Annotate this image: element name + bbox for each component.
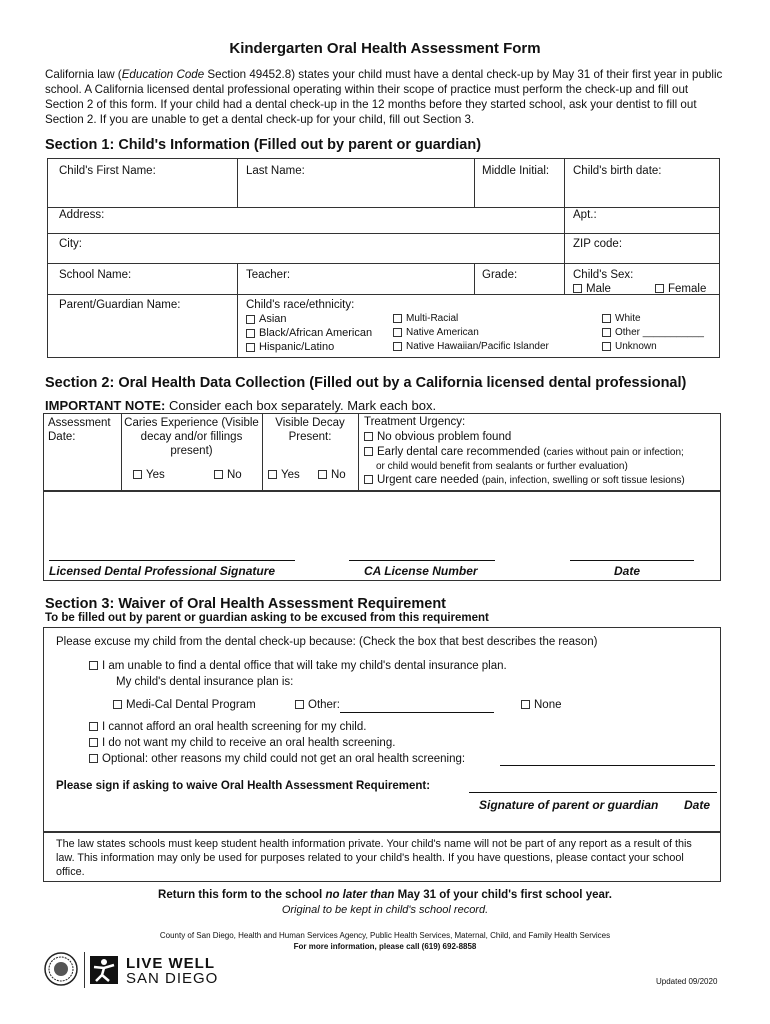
race-option-pacific-islander[interactable] <box>393 341 549 352</box>
insurance-plan-label: My child's dental insurance plan is: <box>116 676 294 688</box>
urgency-note: (pain, infection, swelling or soft tissue lesions) <box>481 475 685 486</box>
return-instruction <box>0 889 770 901</box>
section3-subheading: To be filled out by parent or guardian asking to be excused from this requirement <box>45 612 489 624</box>
county-seal-icon <box>44 952 78 986</box>
visible-decay-label: Visible Decay Present: <box>275 417 345 443</box>
race-option-label: Unknown <box>615 341 657 352</box>
signature-line[interactable] <box>49 560 295 561</box>
urgency-option-label: Urgent care needed <box>377 474 479 486</box>
race-option-multiracial[interactable] <box>393 313 458 324</box>
col-divider <box>237 158 238 207</box>
col-divider <box>474 158 475 207</box>
plan-option-medical[interactable] <box>113 699 256 711</box>
checkbox-icon[interactable] <box>393 314 402 323</box>
checkbox-icon[interactable] <box>393 342 402 351</box>
row-divider <box>47 233 720 234</box>
col-divider <box>237 263 238 358</box>
checkbox-icon[interactable] <box>393 328 402 337</box>
checkbox-icon[interactable] <box>364 447 373 456</box>
race-option-unknown[interactable] <box>602 341 657 352</box>
waiver-option-insurance[interactable] <box>89 660 507 672</box>
waiver-option-label: I am unable to find a dental office that will take my child's dental insurance plan. <box>102 660 507 672</box>
grade-label: Grade: <box>482 269 518 281</box>
plan-option-label: None <box>534 699 562 711</box>
waiver-option-other[interactable] <box>89 753 465 765</box>
birth-date-label: Child's birth date: <box>573 165 662 177</box>
race-option-label: Hispanic/Latino <box>259 341 335 353</box>
waiver-option-label: I do not want my child to receive an oral health screening. <box>102 737 396 749</box>
no-label: No <box>331 469 346 481</box>
race-option-native-american[interactable] <box>393 327 479 338</box>
parent-signature-line[interactable] <box>469 792 717 793</box>
section2-heading: Section 2: Oral Health Data Collection (Filled out by a California licensed dental professional) <box>45 375 687 391</box>
license-line[interactable] <box>349 560 495 561</box>
license-number-label: CA License Number <box>364 564 478 578</box>
race-option-label: White <box>615 313 641 324</box>
intro-post: Section 49452.8) states your child must have a dental check-up by May 31 of their first year in public school. A California licensed dental professional operating within their scope of practice must perform the check-up and fill out Section 2 of this form. If your child had a dental check-up in the 12 months before they started school, ask your dentist to fill out Section 2. If you are unable to get a dental check-up for your child, fill out Section 3. <box>45 68 723 126</box>
race-option-label: Native American <box>406 327 479 338</box>
checkbox-icon[interactable] <box>602 342 611 351</box>
middle-initial-label: Middle Initial: <box>482 165 550 177</box>
col-divider <box>564 158 565 207</box>
teacher-label: Teacher: <box>246 269 291 281</box>
checkbox-icon[interactable] <box>602 328 611 337</box>
first-name-label: Child's First Name: <box>59 165 156 177</box>
race-label: Child's race/ethnicity: <box>246 299 355 311</box>
col-divider <box>474 263 475 294</box>
col-divider <box>358 413 359 491</box>
plan-option-label: Medi-Cal Dental Program <box>126 699 256 711</box>
race-option-white[interactable] <box>602 313 641 324</box>
checkbox-icon[interactable] <box>133 470 142 479</box>
urgency-note: (caries without pain or infection; <box>543 447 684 458</box>
privacy-text: The law states schools must keep student health information private. Your child's name will not be part of any report as a result of this law. This information may only be used for purposes related to your child's health. If you have questions, please contact your school office. <box>56 838 692 878</box>
live-well-logo-text: LIVE WELL <box>126 955 215 972</box>
urgency-option-label: Early dental care recommended <box>377 446 540 458</box>
plan-option-other[interactable] <box>295 699 340 711</box>
urgency-note-continued: or child would benefit from sealants or further evaluation) <box>376 461 628 472</box>
assessment-date-label: Assessment Date: <box>48 417 111 443</box>
waiver-option-afford[interactable] <box>89 721 366 733</box>
checkbox-icon[interactable] <box>246 343 255 352</box>
checkbox-icon[interactable] <box>364 475 373 484</box>
no-label: No <box>227 469 242 481</box>
city-label: City: <box>59 238 82 250</box>
row-divider <box>47 263 720 264</box>
race-option-asian[interactable] <box>246 313 287 325</box>
race-option-hispanic[interactable] <box>246 341 334 353</box>
return-emphasis: no later than <box>325 889 395 901</box>
urgency-label: Treatment Urgency: <box>364 416 466 428</box>
yes-label: Yes <box>281 469 300 481</box>
checkbox-icon[interactable] <box>246 315 255 324</box>
waiver-sign-label: Please sign if asking to waive Oral Health Assessment Requirement: <box>56 780 431 792</box>
female-label: Female <box>668 283 707 295</box>
other-plan-line[interactable] <box>340 712 494 713</box>
school-name-label: School Name: <box>59 269 132 281</box>
checkbox-icon[interactable] <box>268 470 277 479</box>
other-reason-line[interactable] <box>500 765 715 766</box>
race-option-label: Black/African American <box>259 327 373 339</box>
zip-label: ZIP code: <box>573 238 623 250</box>
checkbox-icon[interactable] <box>573 284 582 293</box>
parent-date-label: Date <box>684 798 711 812</box>
checkbox-icon[interactable] <box>89 661 98 670</box>
checkbox-icon[interactable] <box>364 432 373 441</box>
male-label: Male <box>586 283 611 295</box>
return-post: May 31 of your child's first school year. <box>394 889 612 901</box>
race-option-label: Multi-Racial <box>406 313 459 324</box>
yes-label: Yes <box>146 469 165 481</box>
checkbox-icon[interactable] <box>89 754 98 763</box>
urgency-option-urgent[interactable] <box>364 474 685 486</box>
updated-date: Updated 09/2020 <box>656 977 718 986</box>
form-title: Kindergarten Oral Health Assessment Form <box>229 40 541 57</box>
checkbox-icon[interactable] <box>521 700 530 709</box>
race-option-label: Asian <box>259 313 287 325</box>
waiver-option-label: I cannot afford an oral health screening for my child. <box>102 721 367 733</box>
dental-signature-label: Licensed Dental Professional Signature <box>49 564 276 578</box>
san-diego-logo-text: SAN DIEGO <box>126 970 219 987</box>
section3-heading: Section 3: Waiver of Oral Health Assessment Requirement <box>45 596 447 612</box>
race-option-black[interactable] <box>246 327 372 339</box>
county-line: County of San Diego, Health and Human Services Agency, Public Health Services, Maternal, Child, and Family Health Services <box>159 931 611 940</box>
parent-name-label: Parent/Guardian Name: <box>59 299 181 311</box>
row-divider <box>47 294 720 295</box>
decay-no[interactable] <box>318 469 346 481</box>
checkbox-icon[interactable] <box>113 700 122 709</box>
original-record-note: Original to be kept in child's school record. <box>281 904 489 916</box>
apt-label: Apt.: <box>573 209 597 221</box>
waiver-option-label: Optional: other reasons my child could not get an oral health screening: <box>102 753 466 765</box>
row-divider <box>47 207 720 208</box>
checkbox-icon[interactable] <box>246 329 255 338</box>
info-line: For more information, please call (619) 692-8858 <box>293 942 477 951</box>
parent-signature-label: Signature of parent or guardian <box>479 798 659 812</box>
intro-code: Education Code <box>121 68 205 81</box>
female-option[interactable] <box>655 283 706 295</box>
date-line[interactable] <box>570 560 694 561</box>
sex-label: Child's Sex: <box>573 269 634 281</box>
excuse-text: Please excuse my child from the dental check-up because: (Check the box that best describes the reason) <box>56 636 598 648</box>
urgency-option-early[interactable] <box>364 446 684 458</box>
urgency-option-label: No obvious problem found <box>377 431 512 443</box>
note-bold: IMPORTANT NOTE: <box>45 398 166 413</box>
live-well-figure-icon <box>90 956 118 984</box>
waiver-option-not-want[interactable] <box>89 737 395 749</box>
checkbox-icon[interactable] <box>214 470 223 479</box>
caries-no[interactable] <box>214 469 242 481</box>
col-divider <box>564 207 565 263</box>
important-note <box>45 398 436 413</box>
col-divider <box>121 413 122 491</box>
checkbox-icon[interactable] <box>655 284 664 293</box>
checkbox-icon[interactable] <box>89 738 98 747</box>
col-divider <box>262 413 263 491</box>
male-option[interactable] <box>573 283 611 295</box>
checkbox-icon[interactable] <box>318 470 327 479</box>
intro-paragraph <box>45 67 725 127</box>
race-option-other[interactable] <box>602 327 704 338</box>
caries-yes[interactable] <box>133 469 165 481</box>
intro-pre: California law ( <box>45 68 122 81</box>
last-name-label: Last Name: <box>246 165 305 177</box>
section1-heading: Section 1: Child's Information (Filled out by parent or guardian) <box>45 137 482 153</box>
note-text: Consider each box separately. Mark each box. <box>165 398 437 413</box>
col-divider <box>564 263 565 294</box>
race-option-label: Other ___________ <box>615 327 704 338</box>
checkbox-icon[interactable] <box>295 700 304 709</box>
plan-option-none[interactable] <box>521 699 562 711</box>
checkbox-icon[interactable] <box>602 314 611 323</box>
urgency-option-none[interactable] <box>364 431 511 443</box>
plan-option-label: Other: <box>308 699 340 711</box>
race-option-label: Native Hawaiian/Pacific Islander <box>406 341 549 352</box>
address-label: Address: <box>59 209 105 221</box>
logo-divider <box>84 952 85 988</box>
checkbox-icon[interactable] <box>89 722 98 731</box>
caries-label: Caries Experience (Visible decay and/or fillings present) <box>124 417 259 457</box>
return-pre: Return this form to the school <box>158 889 326 901</box>
decay-yes[interactable] <box>268 469 300 481</box>
date-label: Date <box>614 564 641 578</box>
